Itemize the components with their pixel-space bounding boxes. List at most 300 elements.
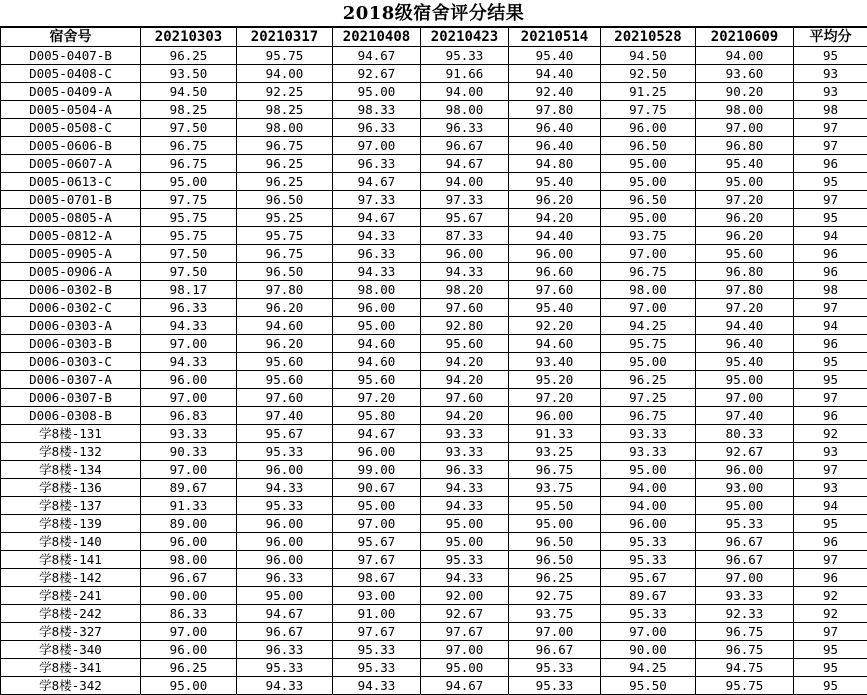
cell-score[interactable]: 95.75 <box>237 47 333 65</box>
cell-score[interactable]: 96.00 <box>696 461 794 479</box>
cell-dorm-id[interactable]: D005-0906-A <box>1 263 141 281</box>
cell-score[interactable]: 96.00 <box>237 461 333 479</box>
cell-score[interactable]: 93.33 <box>696 587 794 605</box>
cell-score[interactable]: 94.67 <box>237 605 333 623</box>
cell-score[interactable]: 96.00 <box>237 533 333 551</box>
cell-score[interactable]: 96.75 <box>141 155 237 173</box>
cell-score[interactable]: 95.33 <box>601 605 696 623</box>
cell-score[interactable]: 95.40 <box>509 299 601 317</box>
cell-average-score[interactable]: 96 <box>794 569 867 587</box>
cell-dorm-id[interactable]: 学8楼-340 <box>1 641 141 659</box>
cell-score[interactable]: 94.67 <box>333 173 421 191</box>
cell-score[interactable]: 98.00 <box>696 101 794 119</box>
cell-score[interactable]: 98.00 <box>237 119 333 137</box>
cell-score[interactable]: 96.67 <box>509 641 601 659</box>
cell-score[interactable]: 94.67 <box>333 47 421 65</box>
cell-score[interactable]: 96.00 <box>333 443 421 461</box>
cell-average-score[interactable]: 92 <box>794 605 867 623</box>
cell-score[interactable]: 96.75 <box>696 623 794 641</box>
cell-score[interactable]: 95.00 <box>141 173 237 191</box>
cell-score[interactable]: 95.40 <box>509 173 601 191</box>
cell-dorm-id[interactable]: 学8楼-342 <box>1 677 141 695</box>
cell-score[interactable]: 96.40 <box>509 119 601 137</box>
cell-score[interactable]: 94.40 <box>509 65 601 83</box>
cell-average-score[interactable]: 97 <box>794 299 867 317</box>
cell-average-score[interactable]: 95 <box>794 659 867 677</box>
cell-dorm-id[interactable]: 学8楼-136 <box>1 479 141 497</box>
cell-score[interactable]: 95.33 <box>237 497 333 515</box>
cell-score[interactable]: 96.33 <box>421 119 509 137</box>
cell-score[interactable]: 98.20 <box>421 281 509 299</box>
cell-score[interactable]: 89.67 <box>141 479 237 497</box>
cell-score[interactable]: 94.33 <box>421 569 509 587</box>
cell-score[interactable]: 96.20 <box>509 191 601 209</box>
cell-score[interactable]: 94.20 <box>421 371 509 389</box>
cell-score[interactable]: 93.60 <box>696 65 794 83</box>
cell-score[interactable]: 94.50 <box>141 83 237 101</box>
cell-score[interactable]: 94.20 <box>421 353 509 371</box>
cell-average-score[interactable]: 94 <box>794 227 867 245</box>
cell-score[interactable]: 90.00 <box>141 587 237 605</box>
cell-score[interactable]: 95.00 <box>601 173 696 191</box>
header-cell-date[interactable]: 20210408 <box>333 28 421 47</box>
cell-score[interactable]: 95.00 <box>421 533 509 551</box>
cell-score[interactable]: 95.75 <box>141 227 237 245</box>
header-cell-date[interactable]: 20210528 <box>601 28 696 47</box>
cell-dorm-id[interactable]: 学8楼-341 <box>1 659 141 677</box>
cell-score[interactable]: 97.60 <box>421 299 509 317</box>
cell-score[interactable]: 97.25 <box>601 389 696 407</box>
cell-score[interactable]: 96.25 <box>509 569 601 587</box>
cell-score[interactable]: 95.75 <box>696 677 794 695</box>
cell-score[interactable]: 95.33 <box>421 551 509 569</box>
cell-dorm-id[interactable]: 学8楼-131 <box>1 425 141 443</box>
cell-score[interactable]: 97.40 <box>696 407 794 425</box>
cell-score[interactable]: 98.33 <box>333 101 421 119</box>
cell-score[interactable]: 94.00 <box>421 83 509 101</box>
cell-score[interactable]: 96.40 <box>509 137 601 155</box>
cell-score[interactable]: 94.33 <box>333 227 421 245</box>
cell-score[interactable]: 95.40 <box>696 155 794 173</box>
cell-dorm-id[interactable]: 学8楼-139 <box>1 515 141 533</box>
cell-score[interactable]: 94.60 <box>333 353 421 371</box>
cell-score[interactable]: 90.00 <box>601 641 696 659</box>
cell-score[interactable]: 95.00 <box>421 515 509 533</box>
cell-average-score[interactable]: 97 <box>794 389 867 407</box>
cell-score[interactable]: 92.20 <box>509 317 601 335</box>
cell-score[interactable]: 92.25 <box>237 83 333 101</box>
cell-score[interactable]: 94.33 <box>237 479 333 497</box>
cell-dorm-id[interactable]: D005-0812-A <box>1 227 141 245</box>
cell-score[interactable]: 95.80 <box>333 407 421 425</box>
cell-average-score[interactable]: 98 <box>794 101 867 119</box>
cell-score[interactable]: 96.67 <box>421 137 509 155</box>
cell-average-score[interactable]: 95 <box>794 173 867 191</box>
cell-score[interactable]: 87.33 <box>421 227 509 245</box>
cell-score[interactable]: 93.75 <box>509 605 601 623</box>
cell-score[interactable]: 94.33 <box>333 677 421 695</box>
cell-score[interactable]: 98.00 <box>601 281 696 299</box>
cell-average-score[interactable]: 95 <box>794 371 867 389</box>
cell-score[interactable]: 97.75 <box>601 101 696 119</box>
cell-score[interactable]: 94.67 <box>333 425 421 443</box>
cell-score[interactable]: 95.33 <box>601 551 696 569</box>
cell-score[interactable]: 95.00 <box>696 173 794 191</box>
cell-score[interactable]: 94.67 <box>333 209 421 227</box>
cell-score[interactable]: 95.00 <box>601 209 696 227</box>
cell-score[interactable]: 95.67 <box>421 209 509 227</box>
cell-score[interactable]: 96.50 <box>601 191 696 209</box>
cell-score[interactable]: 93.75 <box>509 479 601 497</box>
cell-score[interactable]: 95.00 <box>141 677 237 695</box>
cell-dorm-id[interactable]: D005-0607-A <box>1 155 141 173</box>
cell-score[interactable]: 94.40 <box>696 317 794 335</box>
cell-score[interactable]: 94.00 <box>601 479 696 497</box>
cell-score[interactable]: 94.00 <box>696 47 794 65</box>
cell-score[interactable]: 96.25 <box>237 173 333 191</box>
cell-score[interactable]: 96.00 <box>141 641 237 659</box>
cell-dorm-id[interactable]: D005-0504-A <box>1 101 141 119</box>
cell-score[interactable]: 92.33 <box>696 605 794 623</box>
cell-score[interactable]: 94.67 <box>421 155 509 173</box>
cell-dorm-id[interactable]: D006-0307-A <box>1 371 141 389</box>
cell-score[interactable]: 96.00 <box>601 119 696 137</box>
cell-score[interactable]: 97.50 <box>141 119 237 137</box>
cell-score[interactable]: 95.00 <box>601 155 696 173</box>
cell-score[interactable]: 95.67 <box>601 569 696 587</box>
cell-score[interactable]: 97.50 <box>141 263 237 281</box>
cell-average-score[interactable]: 95 <box>794 515 867 533</box>
cell-average-score[interactable]: 93 <box>794 65 867 83</box>
cell-score[interactable]: 95.67 <box>237 425 333 443</box>
cell-average-score[interactable]: 94 <box>794 497 867 515</box>
cell-score[interactable]: 92.67 <box>421 605 509 623</box>
cell-score[interactable]: 96.00 <box>237 515 333 533</box>
cell-dorm-id[interactable]: 学8楼-142 <box>1 569 141 587</box>
header-cell-date[interactable]: 20210303 <box>141 28 237 47</box>
cell-score[interactable]: 94.33 <box>333 263 421 281</box>
cell-score[interactable]: 95.60 <box>696 245 794 263</box>
cell-score[interactable]: 99.00 <box>333 461 421 479</box>
cell-score[interactable]: 96.50 <box>509 533 601 551</box>
cell-score[interactable]: 97.60 <box>237 389 333 407</box>
cell-score[interactable]: 91.33 <box>141 497 237 515</box>
cell-score[interactable]: 93.00 <box>696 479 794 497</box>
cell-average-score[interactable]: 97 <box>794 137 867 155</box>
cell-score[interactable]: 96.80 <box>696 263 794 281</box>
cell-score[interactable]: 95.50 <box>509 497 601 515</box>
cell-average-score[interactable]: 94 <box>794 317 867 335</box>
cell-score[interactable]: 96.20 <box>696 209 794 227</box>
cell-score[interactable]: 94.00 <box>601 497 696 515</box>
cell-dorm-id[interactable]: D006-0307-B <box>1 389 141 407</box>
cell-score[interactable]: 92.40 <box>509 83 601 101</box>
cell-score[interactable]: 97.20 <box>696 191 794 209</box>
cell-score[interactable]: 96.20 <box>237 335 333 353</box>
cell-score[interactable]: 97.75 <box>141 191 237 209</box>
cell-score[interactable]: 96.25 <box>601 371 696 389</box>
cell-score[interactable]: 96.00 <box>237 551 333 569</box>
cell-score[interactable]: 97.00 <box>333 137 421 155</box>
cell-score[interactable]: 95.33 <box>509 659 601 677</box>
cell-score[interactable]: 80.33 <box>696 425 794 443</box>
header-cell-date[interactable]: 20210609 <box>696 28 794 47</box>
cell-dorm-id[interactable]: 学8楼-327 <box>1 623 141 641</box>
cell-score[interactable]: 96.83 <box>141 407 237 425</box>
cell-score[interactable]: 98.25 <box>141 101 237 119</box>
cell-score[interactable]: 96.75 <box>141 137 237 155</box>
cell-score[interactable]: 97.40 <box>237 407 333 425</box>
cell-dorm-id[interactable]: D006-0303-A <box>1 317 141 335</box>
cell-score[interactable]: 95.00 <box>333 497 421 515</box>
cell-score[interactable]: 91.00 <box>333 605 421 623</box>
cell-score[interactable]: 97.00 <box>601 623 696 641</box>
cell-average-score[interactable]: 95 <box>794 47 867 65</box>
cell-score[interactable]: 94.33 <box>141 353 237 371</box>
cell-score[interactable]: 95.00 <box>421 659 509 677</box>
cell-dorm-id[interactable]: D005-0407-B <box>1 47 141 65</box>
cell-score[interactable]: 94.33 <box>141 317 237 335</box>
cell-dorm-id[interactable]: 学8楼-134 <box>1 461 141 479</box>
cell-score[interactable]: 94.50 <box>601 47 696 65</box>
cell-score[interactable]: 95.25 <box>237 209 333 227</box>
cell-dorm-id[interactable]: D006-0302-C <box>1 299 141 317</box>
cell-score[interactable]: 98.00 <box>421 101 509 119</box>
cell-score[interactable]: 94.40 <box>509 227 601 245</box>
cell-average-score[interactable]: 92 <box>794 587 867 605</box>
cell-average-score[interactable]: 96 <box>794 155 867 173</box>
cell-score[interactable]: 94.20 <box>509 209 601 227</box>
cell-score[interactable]: 97.60 <box>509 281 601 299</box>
cell-score[interactable]: 93.00 <box>333 587 421 605</box>
cell-score[interactable]: 97.00 <box>141 623 237 641</box>
cell-score[interactable]: 96.50 <box>237 263 333 281</box>
cell-score[interactable]: 96.33 <box>333 119 421 137</box>
cell-dorm-id[interactable]: 学8楼-132 <box>1 443 141 461</box>
cell-score[interactable]: 93.25 <box>509 443 601 461</box>
cell-dorm-id[interactable]: 学8楼-141 <box>1 551 141 569</box>
cell-dorm-id[interactable]: D005-0606-B <box>1 137 141 155</box>
cell-average-score[interactable]: 93 <box>794 83 867 101</box>
cell-score[interactable]: 97.00 <box>141 389 237 407</box>
cell-dorm-id[interactable]: 学8楼-241 <box>1 587 141 605</box>
cell-score[interactable]: 95.33 <box>237 659 333 677</box>
cell-score[interactable]: 95.00 <box>333 83 421 101</box>
cell-score[interactable]: 96.40 <box>696 335 794 353</box>
cell-score[interactable]: 90.20 <box>696 83 794 101</box>
cell-dorm-id[interactable]: 学8楼-137 <box>1 497 141 515</box>
cell-score[interactable]: 95.00 <box>333 317 421 335</box>
header-cell-dorm[interactable]: 宿舍号 <box>1 28 141 47</box>
cell-dorm-id[interactable]: D005-0508-C <box>1 119 141 137</box>
cell-score[interactable]: 97.80 <box>509 101 601 119</box>
cell-average-score[interactable]: 97 <box>794 461 867 479</box>
header-cell-date[interactable]: 20210423 <box>421 28 509 47</box>
cell-score[interactable]: 97.00 <box>333 515 421 533</box>
cell-score[interactable]: 95.00 <box>696 497 794 515</box>
cell-dorm-id[interactable]: D005-0905-A <box>1 245 141 263</box>
cell-score[interactable]: 95.50 <box>601 677 696 695</box>
cell-score[interactable]: 95.33 <box>237 443 333 461</box>
cell-average-score[interactable]: 96 <box>794 407 867 425</box>
cell-score[interactable]: 96.75 <box>696 641 794 659</box>
cell-dorm-id[interactable]: D005-0805-A <box>1 209 141 227</box>
cell-score[interactable]: 97.20 <box>509 389 601 407</box>
header-cell-date[interactable]: 20210317 <box>237 28 333 47</box>
cell-score[interactable]: 92.00 <box>421 587 509 605</box>
cell-score[interactable]: 96.67 <box>696 551 794 569</box>
cell-score[interactable]: 97.20 <box>333 389 421 407</box>
cell-score[interactable]: 93.50 <box>141 65 237 83</box>
cell-score[interactable]: 98.17 <box>141 281 237 299</box>
cell-score[interactable]: 96.75 <box>601 407 696 425</box>
cell-score[interactable]: 97.50 <box>141 245 237 263</box>
cell-average-score[interactable]: 96 <box>794 263 867 281</box>
cell-score[interactable]: 95.75 <box>601 335 696 353</box>
cell-score[interactable]: 97.67 <box>333 623 421 641</box>
cell-score[interactable]: 94.25 <box>601 317 696 335</box>
cell-score[interactable]: 94.33 <box>237 677 333 695</box>
cell-score[interactable]: 96.00 <box>421 245 509 263</box>
cell-average-score[interactable]: 96 <box>794 245 867 263</box>
cell-score[interactable]: 90.67 <box>333 479 421 497</box>
cell-score[interactable]: 93.33 <box>141 425 237 443</box>
cell-score[interactable]: 93.33 <box>421 443 509 461</box>
cell-score[interactable]: 94.75 <box>696 659 794 677</box>
cell-score[interactable]: 96.60 <box>509 263 601 281</box>
cell-score[interactable]: 94.60 <box>237 317 333 335</box>
cell-score[interactable]: 91.25 <box>601 83 696 101</box>
cell-dorm-id[interactable]: D006-0303-C <box>1 353 141 371</box>
cell-score[interactable]: 95.60 <box>421 335 509 353</box>
cell-score[interactable]: 97.80 <box>696 281 794 299</box>
header-cell-date[interactable]: 20210514 <box>509 28 601 47</box>
cell-score[interactable]: 95.60 <box>237 371 333 389</box>
cell-average-score[interactable]: 97 <box>794 623 867 641</box>
cell-score[interactable]: 96.00 <box>141 533 237 551</box>
cell-score[interactable]: 92.75 <box>509 587 601 605</box>
cell-score[interactable]: 96.67 <box>237 623 333 641</box>
cell-average-score[interactable]: 97 <box>794 191 867 209</box>
cell-score[interactable]: 94.20 <box>421 407 509 425</box>
cell-average-score[interactable]: 95 <box>794 641 867 659</box>
cell-score[interactable]: 95.20 <box>509 371 601 389</box>
cell-score[interactable]: 94.60 <box>333 335 421 353</box>
cell-score[interactable]: 95.40 <box>509 47 601 65</box>
cell-score[interactable]: 97.00 <box>696 569 794 587</box>
cell-score[interactable]: 95.00 <box>696 371 794 389</box>
cell-score[interactable]: 95.33 <box>333 641 421 659</box>
cell-score[interactable]: 95.00 <box>601 461 696 479</box>
cell-score[interactable]: 97.00 <box>601 299 696 317</box>
cell-score[interactable]: 96.50 <box>237 191 333 209</box>
cell-score[interactable]: 97.67 <box>421 623 509 641</box>
cell-average-score[interactable]: 95 <box>794 677 867 695</box>
cell-score[interactable]: 97.80 <box>237 281 333 299</box>
cell-score[interactable]: 97.00 <box>421 641 509 659</box>
cell-score[interactable]: 96.33 <box>333 155 421 173</box>
cell-score[interactable]: 93.33 <box>601 443 696 461</box>
cell-dorm-id[interactable]: D006-0303-B <box>1 335 141 353</box>
cell-score[interactable]: 94.00 <box>421 173 509 191</box>
cell-score[interactable]: 96.25 <box>141 659 237 677</box>
cell-score[interactable]: 94.33 <box>421 497 509 515</box>
header-cell-average[interactable]: 平均分 <box>794 28 867 47</box>
cell-score[interactable]: 86.33 <box>141 605 237 623</box>
cell-score[interactable]: 95.00 <box>601 353 696 371</box>
cell-score[interactable]: 96.67 <box>696 533 794 551</box>
cell-score[interactable]: 93.33 <box>421 425 509 443</box>
cell-score[interactable]: 94.33 <box>421 479 509 497</box>
cell-score[interactable]: 95.33 <box>601 533 696 551</box>
cell-score[interactable]: 97.33 <box>333 191 421 209</box>
cell-score[interactable]: 96.50 <box>509 551 601 569</box>
cell-dorm-id[interactable]: D005-0408-C <box>1 65 141 83</box>
cell-score[interactable]: 94.00 <box>237 65 333 83</box>
cell-score[interactable]: 93.75 <box>601 227 696 245</box>
cell-score[interactable]: 97.00 <box>141 461 237 479</box>
cell-score[interactable]: 95.40 <box>696 353 794 371</box>
cell-score[interactable]: 91.66 <box>421 65 509 83</box>
cell-score[interactable]: 96.33 <box>237 641 333 659</box>
cell-score[interactable]: 96.80 <box>696 137 794 155</box>
cell-score[interactable]: 96.00 <box>333 299 421 317</box>
cell-score[interactable]: 89.00 <box>141 515 237 533</box>
cell-score[interactable]: 98.67 <box>333 569 421 587</box>
cell-score[interactable]: 96.50 <box>601 137 696 155</box>
cell-score[interactable]: 91.33 <box>509 425 601 443</box>
cell-score[interactable]: 95.33 <box>509 677 601 695</box>
cell-score[interactable]: 96.00 <box>509 245 601 263</box>
cell-score[interactable]: 98.00 <box>333 281 421 299</box>
cell-score[interactable]: 98.25 <box>237 101 333 119</box>
cell-score[interactable]: 97.60 <box>421 389 509 407</box>
cell-score[interactable]: 96.33 <box>141 299 237 317</box>
cell-average-score[interactable]: 95 <box>794 209 867 227</box>
cell-score[interactable]: 95.60 <box>237 353 333 371</box>
cell-score[interactable]: 94.60 <box>509 335 601 353</box>
cell-score[interactable]: 93.40 <box>509 353 601 371</box>
cell-score[interactable]: 95.60 <box>333 371 421 389</box>
cell-score[interactable]: 94.67 <box>421 677 509 695</box>
cell-score[interactable]: 95.33 <box>696 515 794 533</box>
cell-score[interactable]: 96.67 <box>141 569 237 587</box>
cell-score[interactable]: 97.67 <box>333 551 421 569</box>
cell-dorm-id[interactable]: D005-0613-C <box>1 173 141 191</box>
cell-average-score[interactable]: 95 <box>794 353 867 371</box>
cell-score[interactable]: 95.67 <box>333 533 421 551</box>
cell-score[interactable]: 96.25 <box>237 155 333 173</box>
cell-score[interactable]: 96.00 <box>509 407 601 425</box>
cell-average-score[interactable]: 98 <box>794 281 867 299</box>
cell-score[interactable]: 96.75 <box>237 137 333 155</box>
cell-dorm-id[interactable]: D005-0701-B <box>1 191 141 209</box>
cell-score[interactable]: 96.25 <box>141 47 237 65</box>
cell-score[interactable]: 97.00 <box>696 119 794 137</box>
cell-score[interactable]: 96.75 <box>509 461 601 479</box>
cell-score[interactable]: 94.80 <box>509 155 601 173</box>
cell-average-score[interactable]: 97 <box>794 551 867 569</box>
cell-score[interactable]: 97.00 <box>696 389 794 407</box>
cell-dorm-id[interactable]: D006-0308-B <box>1 407 141 425</box>
cell-score[interactable]: 94.25 <box>601 659 696 677</box>
cell-score[interactable]: 97.00 <box>141 335 237 353</box>
cell-average-score[interactable]: 96 <box>794 533 867 551</box>
cell-dorm-id[interactable]: 学8楼-140 <box>1 533 141 551</box>
cell-dorm-id[interactable]: D005-0409-A <box>1 83 141 101</box>
cell-score[interactable]: 90.33 <box>141 443 237 461</box>
cell-score[interactable]: 96.33 <box>421 461 509 479</box>
